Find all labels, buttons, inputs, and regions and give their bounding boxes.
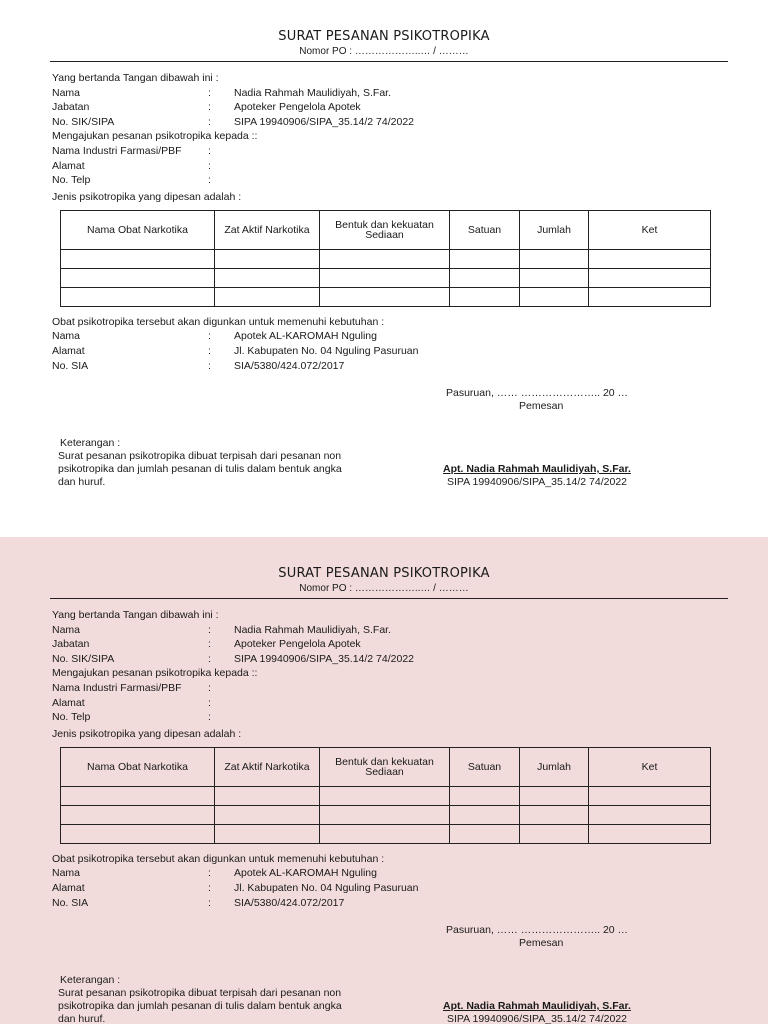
table-cell[interactable] bbox=[320, 269, 450, 288]
signer-license-label: No. SIK/SIPA bbox=[52, 116, 115, 128]
colon: : bbox=[208, 711, 211, 723]
table-cell[interactable] bbox=[215, 269, 320, 288]
col-header: Jumlah bbox=[520, 748, 589, 787]
table-row bbox=[61, 288, 711, 307]
colon: : bbox=[208, 624, 211, 636]
colon: : bbox=[208, 867, 211, 879]
supplier-phone-label: No. Telp bbox=[52, 174, 91, 186]
colon: : bbox=[208, 345, 211, 357]
pharmacy-name-label: Nama bbox=[52, 867, 81, 879]
form-title: SURAT PESANAN PSIKOTROPIKA bbox=[278, 29, 490, 44]
table-cell[interactable] bbox=[450, 787, 520, 806]
header-divider bbox=[50, 598, 728, 599]
table-cell[interactable] bbox=[61, 250, 215, 269]
table-cell[interactable] bbox=[320, 250, 450, 269]
table-row bbox=[61, 250, 711, 269]
table-cell[interactable] bbox=[215, 806, 320, 825]
table-cell[interactable] bbox=[520, 288, 589, 307]
table-cell[interactable] bbox=[589, 825, 711, 844]
orderer-label: Pemesan bbox=[519, 937, 564, 949]
colon: : bbox=[208, 653, 211, 665]
table-cell[interactable] bbox=[589, 288, 711, 307]
supplier-address-label: Alamat bbox=[52, 697, 85, 709]
pharmacy-name-value: Apotek AL-KAROMAH Nguling bbox=[234, 867, 377, 879]
pharmacy-sia-label: No. SIA bbox=[52, 360, 89, 372]
table-cell[interactable] bbox=[520, 825, 589, 844]
table-cell[interactable] bbox=[320, 825, 450, 844]
colon: : bbox=[208, 638, 211, 650]
col-header: Bentuk dan kekuatan Sediaan bbox=[320, 211, 450, 250]
intro-text: Yang bertanda Tangan dibawah ini : bbox=[52, 72, 219, 84]
table-header-row bbox=[61, 211, 711, 250]
table-cell[interactable] bbox=[520, 269, 589, 288]
pharmacy-sia-label: No. SIA bbox=[52, 897, 89, 909]
signature-sipa: SIPA 19940906/SIPA_35.14/2 74/2022 bbox=[447, 1013, 628, 1024]
table-cell[interactable] bbox=[215, 825, 320, 844]
request-text: Mengajukan pesanan psikotropika kepada :: bbox=[52, 130, 258, 142]
keterangan-line: psikotropika dan jumlah pesanan di tulis dalam bentuk angka bbox=[58, 463, 342, 475]
colon: : bbox=[208, 87, 211, 99]
col-header: Ket bbox=[589, 748, 711, 787]
pharmacy-address-value: Jl. Kabupaten No. 04 Nguling Pasuruan bbox=[234, 882, 419, 894]
order-items-table bbox=[60, 747, 711, 844]
table-cell[interactable] bbox=[589, 250, 711, 269]
col-header: Satuan bbox=[450, 748, 520, 787]
order-items-table bbox=[60, 210, 711, 307]
colon: : bbox=[208, 897, 211, 909]
signer-license-value: SIPA 19940906/SIPA_35.14/2 74/2022 bbox=[234, 653, 415, 665]
purpose-text: Obat psikotropika tersebut akan digunkan untuk memenuhi kebutuhan : bbox=[52, 853, 385, 865]
supplier-name-label: Nama Industri Farmasi/PBF bbox=[52, 682, 182, 694]
table-cell[interactable] bbox=[320, 806, 450, 825]
signer-position-label: Jabatan bbox=[52, 638, 90, 650]
table-cell[interactable] bbox=[589, 806, 711, 825]
table-cell[interactable] bbox=[450, 806, 520, 825]
supplier-name-label: Nama Industri Farmasi/PBF bbox=[52, 145, 182, 157]
keterangan-line: Surat pesanan psikotropika dibuat terpisah dari pesanan non bbox=[58, 450, 342, 462]
keterangan-line: dan huruf. bbox=[58, 476, 106, 488]
colon: : bbox=[208, 101, 211, 113]
col-header: Ket bbox=[589, 211, 711, 250]
signer-license-label: No. SIK/SIPA bbox=[52, 653, 115, 665]
table-cell[interactable] bbox=[450, 288, 520, 307]
po-number: Nomor PO : ………………..… / ……… bbox=[299, 583, 469, 594]
pharmacy-name-label: Nama bbox=[52, 330, 81, 342]
table-cell[interactable] bbox=[589, 269, 711, 288]
po-number: Nomor PO : ………………..… / ……… bbox=[299, 46, 469, 57]
col-header: Satuan bbox=[450, 211, 520, 250]
form-title: SURAT PESANAN PSIKOTROPIKA bbox=[278, 566, 490, 581]
table-row bbox=[61, 787, 711, 806]
table-cell[interactable] bbox=[450, 825, 520, 844]
colon: : bbox=[208, 174, 211, 186]
orderer-label: Pemesan bbox=[519, 400, 564, 412]
col-header: Jumlah bbox=[520, 211, 589, 250]
signer-name-value: Nadia Rahmah Maulidiyah, S.Far. bbox=[234, 87, 391, 99]
table-cell[interactable] bbox=[61, 269, 215, 288]
signature-name: Apt. Nadia Rahmah Maulidiyah, S.Far. bbox=[443, 1000, 631, 1012]
signer-name-value: Nadia Rahmah Maulidiyah, S.Far. bbox=[234, 624, 391, 636]
pharmacy-name-value: Apotek AL-KAROMAH Nguling bbox=[234, 330, 377, 342]
keterangan-line: psikotropika dan jumlah pesanan di tulis dalam bentuk angka bbox=[58, 1000, 342, 1012]
colon: : bbox=[208, 116, 211, 128]
table-cell[interactable] bbox=[215, 787, 320, 806]
table-cell[interactable] bbox=[215, 288, 320, 307]
col-header: Zat Aktif Narkotika bbox=[215, 748, 320, 787]
table-cell[interactable] bbox=[450, 250, 520, 269]
pharmacy-address-label: Alamat bbox=[52, 345, 85, 357]
keterangan-title: Keterangan : bbox=[60, 437, 121, 449]
supplier-address-label: Alamat bbox=[52, 160, 85, 172]
table-cell[interactable] bbox=[520, 250, 589, 269]
signer-position-label: Jabatan bbox=[52, 101, 90, 113]
signer-position-value: Apoteker Pengelola Apotek bbox=[234, 101, 361, 113]
table-row bbox=[61, 806, 711, 825]
order-form-2 bbox=[0, 537, 768, 1024]
table-cell[interactable] bbox=[520, 806, 589, 825]
table-cell[interactable] bbox=[450, 269, 520, 288]
signer-name-label: Nama bbox=[52, 87, 81, 99]
signature-sipa: SIPA 19940906/SIPA_35.14/2 74/2022 bbox=[447, 476, 628, 488]
keterangan-block bbox=[58, 974, 378, 1024]
pharmacy-address-value: Jl. Kabupaten No. 04 Nguling Pasuruan bbox=[234, 345, 419, 357]
col-header: Bentuk dan kekuatan Sediaan bbox=[320, 748, 450, 787]
col-header: Nama Obat Narkotika bbox=[61, 211, 215, 250]
table-cell[interactable] bbox=[320, 787, 450, 806]
table-cell[interactable] bbox=[61, 806, 215, 825]
colon: : bbox=[208, 145, 211, 157]
signer-position-value: Apoteker Pengelola Apotek bbox=[234, 638, 361, 650]
keterangan-block bbox=[58, 437, 378, 489]
pharmacy-sia-value: SIA/5380/424.072/2017 bbox=[234, 360, 345, 372]
colon: : bbox=[208, 882, 211, 894]
colon: : bbox=[208, 330, 211, 342]
intro-text: Yang bertanda Tangan dibawah ini : bbox=[52, 609, 219, 621]
request-text: Mengajukan pesanan psikotropika kepada :: bbox=[52, 667, 258, 679]
table-cell[interactable] bbox=[215, 250, 320, 269]
table-cell[interactable] bbox=[61, 288, 215, 307]
pharmacy-address-label: Alamat bbox=[52, 882, 85, 894]
col-header: Zat Aktif Narkotika bbox=[215, 211, 320, 250]
place-date: Pasuruan, …… ………………….. 20 … bbox=[446, 387, 629, 399]
jenis-text: Jenis psikotropika yang dipesan adalah : bbox=[52, 728, 242, 740]
place-date: Pasuruan, …… ………………….. 20 … bbox=[446, 924, 629, 936]
supplier-phone-label: No. Telp bbox=[52, 711, 91, 723]
table-cell[interactable] bbox=[61, 787, 215, 806]
jenis-text: Jenis psikotropika yang dipesan adalah : bbox=[52, 191, 242, 203]
colon: : bbox=[208, 682, 211, 694]
table-row bbox=[61, 825, 711, 844]
table-cell[interactable] bbox=[520, 787, 589, 806]
colon: : bbox=[208, 360, 211, 372]
colon: : bbox=[208, 697, 211, 709]
colon: : bbox=[208, 160, 211, 172]
keterangan-line: dan huruf. bbox=[58, 1013, 106, 1024]
col-header: Nama Obat Narkotika bbox=[61, 748, 215, 787]
pharmacy-sia-value: SIA/5380/424.072/2017 bbox=[234, 897, 345, 909]
keterangan-line: Surat pesanan psikotropika dibuat terpisah dari pesanan non bbox=[58, 987, 342, 999]
signer-name-label: Nama bbox=[52, 624, 81, 636]
table-cell[interactable] bbox=[320, 288, 450, 307]
purpose-text: Obat psikotropika tersebut akan digunkan untuk memenuhi kebutuhan : bbox=[52, 316, 385, 328]
signer-license-value: SIPA 19940906/SIPA_35.14/2 74/2022 bbox=[234, 116, 415, 128]
keterangan-title: Keterangan : bbox=[60, 974, 121, 986]
table-row bbox=[61, 269, 711, 288]
table-cell[interactable] bbox=[589, 787, 711, 806]
header-divider bbox=[50, 61, 728, 62]
table-cell[interactable] bbox=[61, 825, 215, 844]
signature-name: Apt. Nadia Rahmah Maulidiyah, S.Far. bbox=[443, 463, 631, 475]
table-header-row bbox=[61, 748, 711, 787]
